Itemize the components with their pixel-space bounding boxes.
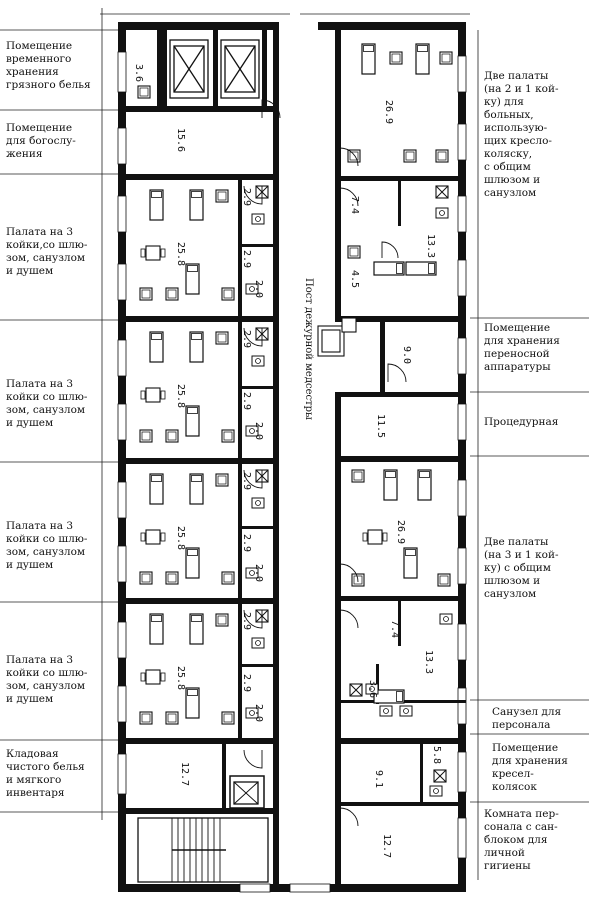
label-staff-room: Комната пер- сонала с сан- блоком для личной гигиены [484,808,559,872]
sink-icon [252,638,264,648]
area-a11: 25.8 [175,526,186,551]
area-a10: 2.0 [253,422,264,441]
chair [404,150,416,162]
area-a27: 7.4 [389,620,400,639]
corridor-label: Пост дежурной медсестры [303,278,314,421]
shower-icon [436,186,448,198]
bed [384,470,397,500]
chair [138,86,150,98]
label-wheelchair-storage: Помещение для хранения кресел- колясок [492,742,568,793]
chair [140,572,152,584]
bed [186,406,199,436]
chair [222,572,234,584]
bed [190,474,203,504]
chair [166,572,178,584]
door [244,750,262,768]
label-staff-wc: Санузел для персонала [492,706,562,731]
area-a7: 25.8 [175,384,186,409]
label-ward-a: Палата на 3 койки,со шлю- зом, санузлом и душем [6,226,88,277]
area-a6: 2.0 [253,280,264,299]
area-a32: 12.7 [381,834,392,859]
chair [166,712,178,724]
area-a8: 2.9 [241,330,252,349]
area-a1: 3.6 [133,64,144,83]
label-two-wards: Две палаты (на 3 и 1 кой- ку) с общим шлюзом и санузлом [484,536,559,600]
sink-icon [400,706,412,716]
chair [222,712,234,724]
table [141,530,165,544]
label-wheelchair-wards: Две палаты (на 2 и 1 кой- ку) для больных, использую- щих кресло- коляску, с общим шлюзом и санузлом [484,70,559,199]
area-a31: 5.8 [431,746,442,765]
area-a5: 2.9 [241,250,252,269]
sink-icon [380,706,392,716]
chair [166,430,178,442]
sink-icon [436,208,448,218]
chair [348,150,360,162]
area-a9: 2.9 [241,392,252,411]
table [141,388,165,402]
bed [190,190,203,220]
door [382,242,398,258]
sink-icon [430,786,442,796]
chair [352,470,364,482]
label-worship: Помещение для богослу- жения [6,122,76,160]
bed [416,44,429,74]
chair [438,574,450,586]
chair [216,474,228,486]
area-a29: 3.6 [367,680,378,699]
bed [406,262,436,275]
shower-icon [434,770,446,782]
area-a30: 9.1 [373,770,384,789]
label-equipment: Помещение для хранения переносной аппаратуры [484,322,560,373]
chair [390,52,402,64]
bed [186,548,199,578]
bed [150,614,163,644]
area-a24: 9.0 [401,346,412,365]
area-a17: 2.9 [241,674,252,693]
bed [150,190,163,220]
chair [166,288,178,300]
area-a25: 11.5 [375,414,386,439]
label-clean-linen: Кладовая чистого белья и мягкого инвентаря [6,748,85,799]
bed [418,470,431,500]
area-a14: 2.0 [253,564,264,583]
sink-icon [252,356,264,366]
sink-icon [252,214,264,224]
label-procedure: Процедурная [484,416,559,428]
area-a23: 4.5 [349,270,360,289]
chair [140,288,152,300]
chair [348,246,360,258]
area-a15: 25.8 [175,666,186,691]
label-ward-b: Палата на 3 койки со шлю- зом, санузлом и душем [6,378,88,429]
area-a28: 13.3 [423,650,434,675]
area-a18: 2.0 [253,704,264,723]
area-a20: 26.9 [383,100,394,125]
chair [216,332,228,344]
area-a2: 15.6 [175,128,186,153]
chair [436,150,448,162]
label-ward-c: Палата на 3 койки со шлю- зом, санузлом и душем [6,520,88,571]
area-a19: 12.7 [179,762,190,787]
area-a22: 13.3 [425,234,436,259]
chair [216,614,228,626]
area-a21: 7.4 [349,196,360,215]
bed [186,264,199,294]
chair [222,288,234,300]
area-a26: 26.9 [395,520,406,545]
door [340,610,358,628]
bed [362,44,375,74]
sink-icon [252,498,264,508]
bed [374,262,404,275]
door [388,364,406,382]
bed [186,688,199,718]
chair [140,712,152,724]
area-a16: 2.9 [241,612,252,631]
bed [404,548,417,578]
door [340,808,358,826]
label-ward-d: Палата на 3 койки со шлю- зом, санузлом и душем [6,654,88,705]
chair [222,430,234,442]
shower-icon [350,684,362,696]
bed [150,474,163,504]
sink-icon [440,614,452,624]
table [141,246,165,260]
bed [190,332,203,362]
chair [140,430,152,442]
bed [190,614,203,644]
table [141,670,165,684]
area-a3: 25.8 [175,242,186,267]
label-dirty-linen: Помещение временного хранения грязного белья [6,40,91,91]
area-a13: 2.9 [241,534,252,553]
table [363,530,387,544]
area-a12: 2.9 [241,472,252,491]
chair [440,52,452,64]
area-a4: 2.9 [241,188,252,207]
bed [150,332,163,362]
chair [216,190,228,202]
